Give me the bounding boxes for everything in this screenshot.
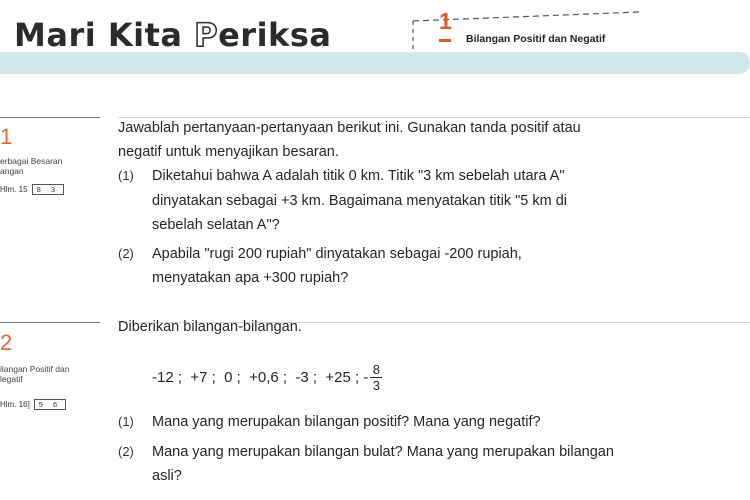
sidebar-page-ref-1 [0,184,64,195]
chapter-indicator [411,9,639,49]
chapter-number: 1 [439,8,452,34]
sidebar-number-2: 2 [0,330,13,355]
question-1-2-number: (2) [118,246,134,261]
section2-intro: Diberikan bilangan-bilangan. [118,319,302,335]
question-1-2-line2: menyatakan apa +300 rupiah? [152,270,349,286]
ref-label-1: Hlm. 15 [0,185,28,194]
sidebar-topic-1: erbagai Besaran [0,156,63,166]
fraction-denominator: 3 [372,378,380,393]
sidebar-topic-2: ilangan Positif dan [0,364,70,374]
question-1-1-line3: sebelah selatan A"? [152,217,280,233]
ref-pages-2: 5 6 [34,399,66,410]
sidebar-rule-2 [0,322,100,323]
header-band [0,52,750,74]
question-2-2-line2: asli? [152,468,182,484]
fraction-numerator: 8 [372,362,380,377]
title-prefix: Mari Kita [14,16,195,54]
number-list [152,362,382,393]
title-suffix: eriksa [218,16,332,54]
sidebar-rule-1 [0,117,100,118]
question-1-2-line1: Apabila "rugi 200 rupiah" dinyatakan sebagai -200 rupiah, [152,246,522,262]
chapter-title: Bilangan Positif dan Negatif [466,33,606,45]
sidebar-number-1: 1 [0,124,13,149]
fraction [370,362,382,393]
number-list-values: -12 ; +7 ; 0 ; +0,6 ; -3 ; +25 ; - [152,369,369,386]
ref-pages-1: 8 3 [32,184,64,195]
title-outline-letter: P [194,16,219,54]
chapter-dash [439,39,451,42]
ref-label-2: Hlm. 16] [0,400,30,409]
question-1-1-line1: Diketahui bahwa A adalah titik 0 km. Titik "3 km sebelah utara A" [152,168,565,184]
page-title [14,16,331,54]
section1-intro-line1: Jawablah pertanyaan-pertanyaan berikut ini. Gunakan tanda positif atau [118,120,581,136]
question-2-1-number: (1) [118,414,134,429]
question-1-1-line2: dinyatakan sebagai +3 km. Bagaimana menyatakan titik "5 km di [152,193,567,209]
section1-intro-line2: negatif untuk menyajikan besaran. [118,144,339,160]
question-1-1-number: (1) [118,168,134,183]
question-2-2-number: (2) [118,444,134,459]
question-2-2-line1: Mana yang merupakan bilangan bulat? Mana yang merupakan bilangan [152,444,614,460]
sidebar-topic-1b: angan [0,166,24,176]
sidebar-page-ref-2 [0,399,66,410]
question-2-1-line1: Mana yang merupakan bilangan positif? Mana yang negatif? [152,414,541,430]
sidebar-topic-2b: legatif [0,374,23,384]
